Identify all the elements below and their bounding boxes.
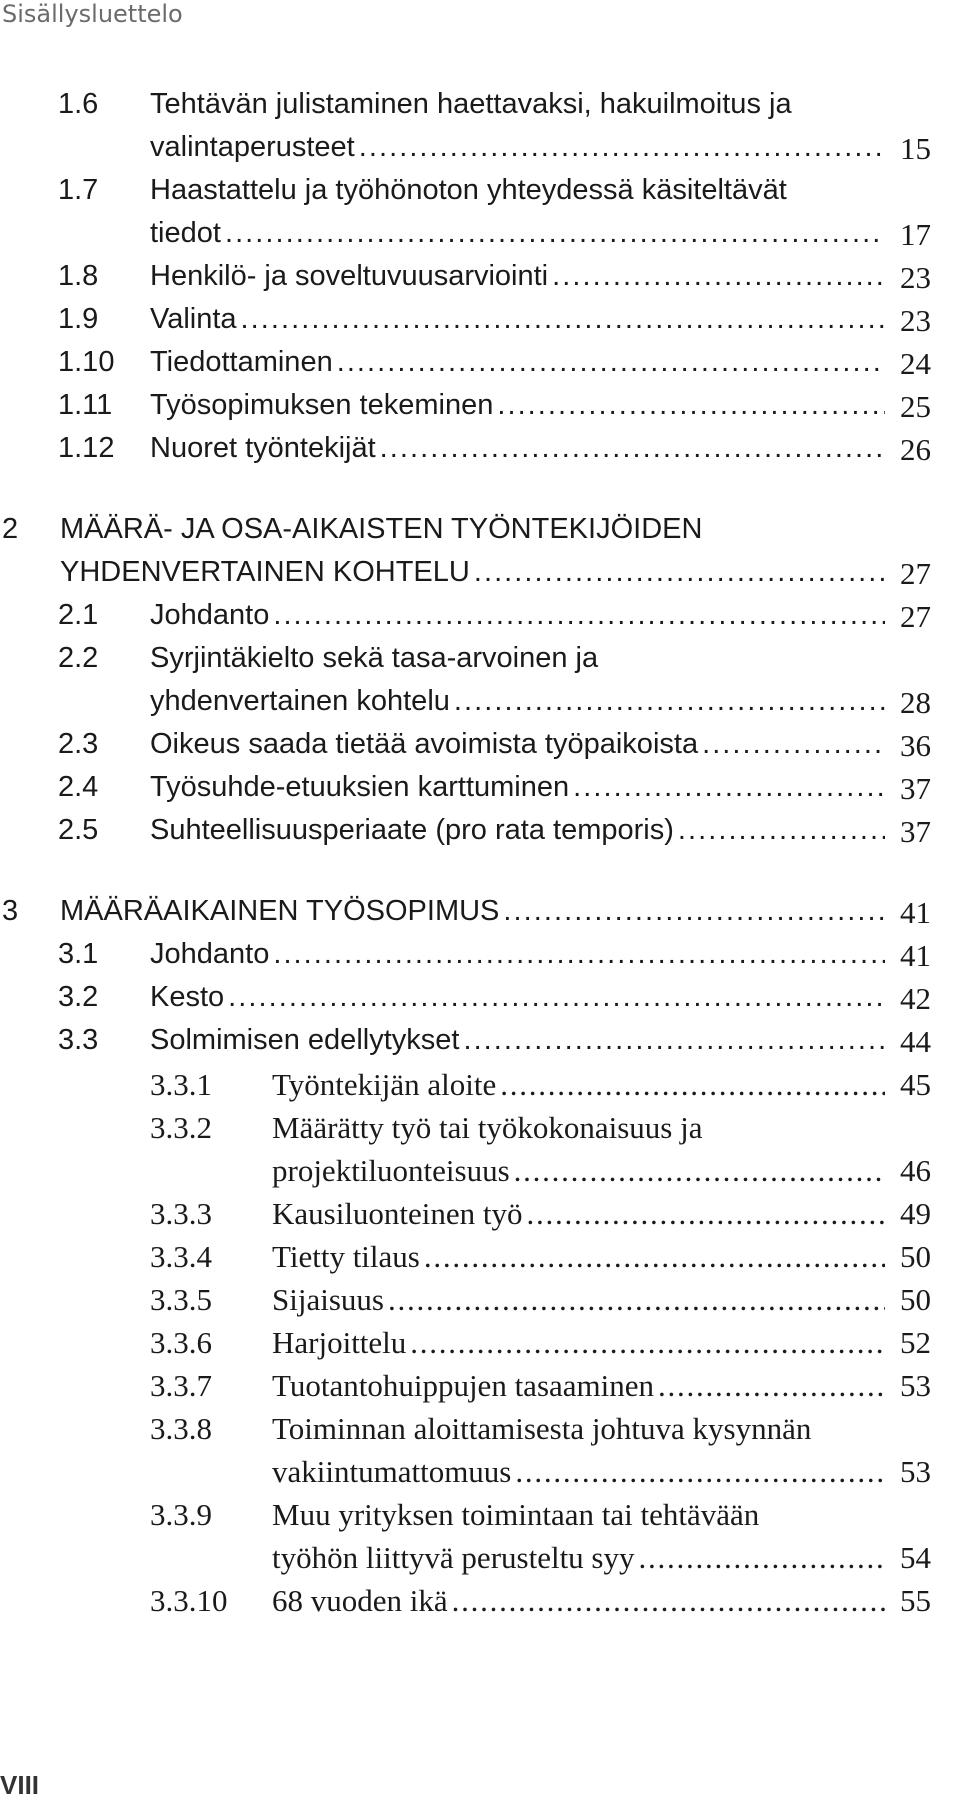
dot-leader xyxy=(527,1196,885,1232)
entry-title: Sijaisuus xyxy=(272,1282,384,1317)
toc-line xyxy=(0,1325,960,1368)
page-number: 50 xyxy=(900,1239,931,1274)
entry-number: 3.3 xyxy=(58,1024,99,1056)
entry-number: 3.1 xyxy=(58,938,99,970)
page-number: 15 xyxy=(900,131,931,166)
dot-leader xyxy=(225,217,885,250)
entry-title: MÄÄRÄ- JA OSA-AIKAISTEN TYÖNTEKIJÖIDEN xyxy=(60,513,703,545)
page-number: 41 xyxy=(900,895,931,930)
entry-number: 1.9 xyxy=(58,303,99,335)
entry-number: 3.3.4 xyxy=(150,1239,212,1274)
entry-title: YHDENVERTAINEN KOHTELU xyxy=(60,556,470,588)
toc-line xyxy=(0,685,960,728)
entry-title: Toiminnan aloittamisesta johtuva kysynnän xyxy=(272,1411,812,1446)
toc-subentry xyxy=(0,1325,960,1368)
entry-title: Tuotantohuippujen tasaaminen xyxy=(272,1368,655,1403)
toc-line xyxy=(0,1583,960,1626)
toc-line xyxy=(0,1196,960,1239)
page-number: 55 xyxy=(900,1583,931,1618)
dot-leader xyxy=(503,895,885,928)
dot-leader xyxy=(463,1024,885,1057)
dot-leader xyxy=(452,1583,885,1619)
page-number: 27 xyxy=(900,556,931,591)
entry-number: 3.3.5 xyxy=(150,1282,212,1317)
entry-title: Johdanto xyxy=(150,938,270,970)
dot-leader xyxy=(273,599,885,632)
page-number: 54 xyxy=(900,1540,931,1575)
dot-leader xyxy=(500,1067,885,1103)
toc-line xyxy=(0,303,960,346)
page-number: 52 xyxy=(900,1325,931,1360)
entry-number: 2.3 xyxy=(58,728,99,760)
dot-leader xyxy=(424,1239,885,1275)
entry-number: 2.4 xyxy=(58,771,99,803)
toc-line xyxy=(0,599,960,642)
page-number: 25 xyxy=(900,389,931,424)
dot-leader xyxy=(337,346,885,379)
page-number: 24 xyxy=(900,346,931,381)
entry-number: 1.12 xyxy=(58,432,115,464)
page-number: 53 xyxy=(900,1368,931,1403)
entry-number: 1.6 xyxy=(58,88,99,120)
toc-line xyxy=(0,1540,960,1583)
entry-title: Muu yrityksen toimintaan tai tehtävään xyxy=(272,1497,760,1532)
entry-title: Kesto xyxy=(150,981,225,1013)
entry-number: 3.2 xyxy=(58,981,99,1013)
page-number: 45 xyxy=(900,1067,931,1102)
entry-number: 1.11 xyxy=(58,389,113,421)
toc-entry xyxy=(0,88,960,174)
section-gap xyxy=(0,857,960,895)
toc-line xyxy=(0,1110,960,1153)
entry-title: Työsopimuksen tekeminen xyxy=(150,389,494,421)
toc-line xyxy=(0,260,960,303)
dot-leader xyxy=(573,771,885,804)
dot-leader xyxy=(410,1325,885,1361)
toc-entry xyxy=(0,346,960,389)
toc-line xyxy=(0,1454,960,1497)
dot-leader xyxy=(359,131,885,164)
chapter-heading xyxy=(0,895,960,938)
toc-line xyxy=(0,556,960,599)
toc-entry xyxy=(0,642,960,728)
page-number: 44 xyxy=(900,1024,931,1059)
entry-number: 2 xyxy=(2,513,19,545)
page-number: 37 xyxy=(900,771,931,806)
page-number: 26 xyxy=(900,432,931,467)
toc-line xyxy=(0,938,960,981)
toc-line xyxy=(0,1282,960,1325)
page-number: 27 xyxy=(900,599,931,634)
running-header: Sisällysluettelo xyxy=(2,0,183,28)
dot-leader xyxy=(241,303,885,336)
toc-entry xyxy=(0,728,960,771)
entry-title: 68 vuoden ikä xyxy=(272,1583,448,1618)
entry-number: 2.5 xyxy=(58,814,99,846)
toc-entry xyxy=(0,814,960,857)
toc-line xyxy=(0,1239,960,1282)
toc-subentry xyxy=(0,1282,960,1325)
entry-title: Harjoittelu xyxy=(272,1325,407,1360)
entry-title: Henkilö- ja soveltuvuusarviointi xyxy=(150,260,549,292)
toc-line xyxy=(0,432,960,475)
entry-number: 2.1 xyxy=(58,599,99,631)
toc-subentry xyxy=(0,1239,960,1282)
dot-leader xyxy=(658,1368,885,1404)
toc-entry xyxy=(0,389,960,432)
entry-number: 3.3.10 xyxy=(150,1583,228,1618)
entry-title: Tietty tilaus xyxy=(272,1239,420,1274)
page-number: 17 xyxy=(900,217,931,252)
toc-line xyxy=(0,217,960,260)
entry-title: Työntekijän aloite xyxy=(272,1067,497,1102)
entry-title: Tiedottaminen xyxy=(150,346,333,378)
dot-leader xyxy=(273,938,885,971)
dot-leader xyxy=(228,981,885,1014)
toc-line xyxy=(0,174,960,217)
entry-number: 1.8 xyxy=(58,260,99,292)
toc-line xyxy=(0,513,960,556)
page-number: 36 xyxy=(900,728,931,763)
toc-line xyxy=(0,88,960,131)
entry-number: 1.10 xyxy=(58,346,115,378)
entry-title: Syrjintäkielto sekä tasa-arvoinen ja xyxy=(150,642,599,674)
dot-leader xyxy=(678,814,885,847)
toc-line xyxy=(0,1024,960,1067)
page-number: 49 xyxy=(900,1196,931,1231)
toc-line xyxy=(0,1368,960,1411)
dot-leader xyxy=(474,556,885,589)
page-number: 23 xyxy=(900,303,931,338)
toc-line xyxy=(0,1067,960,1110)
toc-entry xyxy=(0,981,960,1024)
page-number: 42 xyxy=(900,981,931,1016)
entry-title: Tehtävän julistaminen haettavaksi, hakuilmoitus ja xyxy=(150,88,792,120)
entry-title: Suhteellisuusperiaate (pro rata temporis) xyxy=(150,814,674,846)
entry-title: Johdanto xyxy=(150,599,270,631)
entry-number: 2.2 xyxy=(58,642,99,674)
dot-leader xyxy=(454,685,885,718)
chapter-heading xyxy=(0,513,960,599)
entry-number: 3.3.9 xyxy=(150,1497,212,1532)
toc-entry xyxy=(0,599,960,642)
entry-number: 3.3.6 xyxy=(150,1325,212,1360)
toc-entry xyxy=(0,938,960,981)
page-number: 53 xyxy=(900,1454,931,1489)
entry-title: Oikeus saada tietää avoimista työpaikoista xyxy=(150,728,699,760)
entry-title: Haastattelu ja työhönoton yhteydessä käsiteltävät xyxy=(150,174,787,206)
toc-entry xyxy=(0,771,960,814)
entry-title: Määrätty työ tai työkokonaisuus ja xyxy=(272,1110,703,1145)
toc-subentry xyxy=(0,1411,960,1497)
toc-subentry xyxy=(0,1497,960,1583)
page-number-footer: VIII xyxy=(0,1770,40,1800)
dot-leader xyxy=(497,389,885,422)
entry-number: 1.7 xyxy=(58,174,99,206)
toc-line xyxy=(0,771,960,814)
entry-number: 3.3.3 xyxy=(150,1196,212,1231)
page-number: 28 xyxy=(900,685,931,720)
dot-leader xyxy=(515,1454,885,1490)
page-number: 46 xyxy=(900,1153,931,1188)
entry-title: Nuoret työntekijät xyxy=(150,432,376,464)
entry-title: Työsuhde-etuuksien karttuminen xyxy=(150,771,570,803)
entry-title: työhön liittyvä perusteltu syy xyxy=(272,1540,635,1575)
entry-title: projektiluonteisuus xyxy=(272,1153,510,1188)
dot-leader xyxy=(552,260,885,293)
entry-title: MÄÄRÄAIKAINEN TYÖSOPIMUS xyxy=(60,895,500,927)
toc-line xyxy=(0,1497,960,1540)
entry-number: 3 xyxy=(2,895,19,927)
toc-subentry xyxy=(0,1067,960,1110)
page-number: 50 xyxy=(900,1282,931,1317)
toc-line xyxy=(0,389,960,432)
dot-leader xyxy=(388,1282,885,1318)
toc-line xyxy=(0,131,960,174)
entry-title: Kausiluonteinen työ xyxy=(272,1196,523,1231)
entry-title: Solmimisen edellytykset xyxy=(150,1024,460,1056)
entry-title: Valinta xyxy=(150,303,237,335)
entry-number: 3.3.8 xyxy=(150,1411,212,1446)
toc-line xyxy=(0,346,960,389)
entry-number: 3.3.7 xyxy=(150,1368,212,1403)
entry-number: 3.3.1 xyxy=(150,1067,212,1102)
dot-leader xyxy=(702,728,885,761)
entry-number: 3.3.2 xyxy=(150,1110,212,1145)
section-gap xyxy=(0,475,960,513)
dot-leader xyxy=(380,432,885,465)
entry-title: tiedot xyxy=(150,217,221,249)
dot-leader xyxy=(514,1153,885,1189)
toc-subentry xyxy=(0,1196,960,1239)
toc-entry xyxy=(0,174,960,260)
toc-entry xyxy=(0,303,960,346)
toc-line xyxy=(0,728,960,771)
page-number: 41 xyxy=(900,938,931,973)
toc-line xyxy=(0,1411,960,1454)
toc-line xyxy=(0,642,960,685)
entry-title: vakiintumattomuus xyxy=(272,1454,512,1489)
toc-line xyxy=(0,895,960,938)
entry-title: yhdenvertainen kohtelu xyxy=(150,685,450,717)
toc-entry xyxy=(0,260,960,303)
toc-line xyxy=(0,981,960,1024)
dot-leader xyxy=(639,1540,886,1576)
toc-line xyxy=(0,814,960,857)
page-number: 37 xyxy=(900,814,931,849)
entry-title: valintaperusteet xyxy=(150,131,355,163)
toc-subentry xyxy=(0,1110,960,1196)
toc-line xyxy=(0,1153,960,1196)
toc-subentry xyxy=(0,1368,960,1411)
page-number: 23 xyxy=(900,260,931,295)
toc-subentry xyxy=(0,1583,960,1626)
toc-entry xyxy=(0,1024,960,1067)
toc-entry xyxy=(0,432,960,475)
table-of-contents xyxy=(0,88,960,1626)
